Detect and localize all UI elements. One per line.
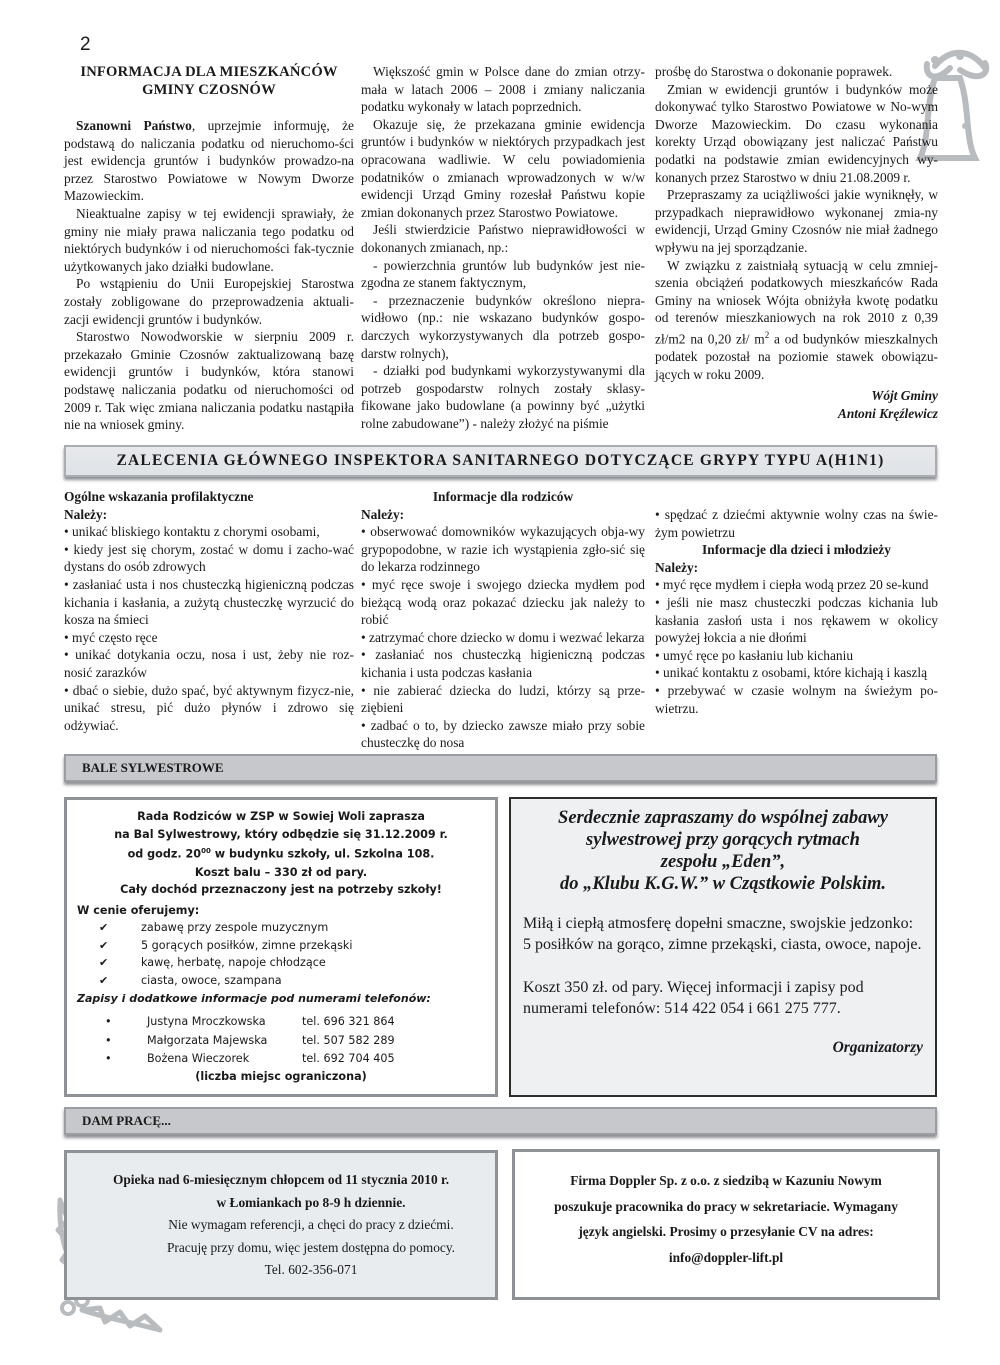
flu-parents-must: Należy: <box>361 506 405 522</box>
article-paragraph <box>64 117 354 205</box>
bale-right-body: Miłą i ciepłą atmosferę dopełni smaczne, swojskie jedzonko: 5 posiłków na gorąco, zimne przekąski, ciasta, owoce, napoje. <box>523 915 922 953</box>
bale-left-text: w budynku szkoły, ul. Szkolna 108. <box>210 847 435 861</box>
list-item: • unikać bliskiego kontaktu z chorymi osobami, <box>64 524 320 540</box>
list-item: • przebywać w czasie wolnym na świeżym po-wietrzu. <box>655 682 938 716</box>
flu-general-heading: Ogólne wskazania profilaktyczne <box>64 489 254 504</box>
flu-kids-must: Należy: <box>655 559 699 575</box>
contact-row <box>77 1013 485 1031</box>
flu-general-must: Należy: <box>64 506 108 522</box>
article-paragraph: prośbę do Starostwa o dokonanie poprawek. <box>655 64 893 79</box>
list-item: • jeśli nie masz chusteczki podczas kichania lub kasłania zasłoń usta i nos rękawem w okolicy powyżej łokcia a nie dłońmi <box>655 594 938 646</box>
check-icon: ✔ <box>99 921 109 935</box>
flu-parents-heading: Informacje dla rodziców <box>432 489 574 504</box>
list-item: • umyć ręce po kasłaniu lub kichaniu <box>655 647 854 663</box>
job-left-line: Pracuję przy domu, więc jestem dostępna do pomocy. <box>166 1239 456 1255</box>
job-left-line: Nie wymagam referencji, a chęci do pracy z dziećmi. <box>168 1217 454 1232</box>
bale-section-banner: BALE SYLWESTROWE <box>64 754 937 782</box>
article-paragraph: Nieaktualne zapisy w tej ewidencji sprawiały, że gminy nie miały prawa naliczania tego podatku od niektórych budynków i od nieruchomości fak-tycznie użytkowanych jako działki budowlane. <box>64 205 354 274</box>
job-left-line: w Łomiankach po 8-9 h dziennie. <box>216 1194 406 1210</box>
check-icon: ✔ <box>99 956 109 970</box>
article-column-1 <box>64 63 354 434</box>
bale-left-text: od godz. 20 <box>127 847 202 861</box>
signature-role: Wójt Gminy <box>871 388 938 404</box>
flu-kids-column <box>655 506 938 717</box>
article-text: a od budynków mieszkalnych podatek pozostał na poziomie stawek obowiązu-jących w roku 2009. <box>655 331 938 382</box>
bale-right-signature: Organizatorzy <box>832 1039 923 1056</box>
bullet-icon: • <box>105 1052 112 1066</box>
offer-item <box>77 919 485 937</box>
page-number: 2 <box>80 34 91 55</box>
contact-phone: tel. 507 582 289 <box>302 1033 395 1047</box>
article-paragraph: Starostwo Nowodworskie w sierpniu 2009 r. przekazało Gminie Czosnów zaktualizowaną bazę ewidencji gruntów i budynków, która stanowi podstawę naliczania podatku od nieruchomości od 2009 r. Tak więc zmiana naliczania podatku nastąpiła nie na wniosek gminy. <box>64 329 354 433</box>
contact-phone: tel. 692 704 405 <box>302 1052 395 1066</box>
bale-right-title: Serdecznie zapraszamy do wspólnej zabawy <box>558 808 888 828</box>
job-offer-right <box>512 1149 940 1300</box>
job-right-line: poszukuje pracownika do pracy w sekretariacie. Wymagany <box>554 1198 898 1214</box>
list-item: • zadbać o to, by dziecko zawsze miało przy sobie chusteczkę do nosa <box>361 717 645 751</box>
job-right-email: info@doppler-lift.pl <box>668 1249 784 1265</box>
offer-text: kawę, herbatę, napoje chłodzące <box>141 956 326 970</box>
check-icon: ✔ <box>99 938 109 952</box>
contact-name: Bożena Wieczorek <box>147 1052 250 1066</box>
article-paragraph: Większość gmin w Polsce dane do zmian otrzy-mała w latach 2006 – 2008 i zmiany naliczania podatku wykonały w latach poprzednich. <box>361 64 645 115</box>
offer-item <box>77 937 485 955</box>
jobs-section-banner: DAM PRACĘ... <box>64 1107 937 1135</box>
article-paragraph: Jeśli stwierdzicie Państwo nieprawidłowości w dokonanych zmianach, np.: <box>361 222 645 255</box>
flu-kids-heading: Informacje dla dzieci i młodzieży <box>702 542 891 558</box>
contact-phone: tel. 696 321 864 <box>302 1015 395 1029</box>
bale-right-title: do „Klubu K.G.W.” w Cząstkowie Polskim. <box>559 874 887 894</box>
bullet-icon: • <box>105 1033 112 1047</box>
bale-left-line: na Bal Sylwestrowy, który odbędzie się 31.12.2009 r. <box>114 827 448 841</box>
offer-text: zabawę przy zespole muzycznym <box>141 921 329 935</box>
flu-section-banner: ZALECENIA GŁÓWNEGO INSPEKTORA SANITARNEGO DOTYCZĄCE GRYPY TYPU A(H1N1) <box>64 445 937 477</box>
list-item: • myć ręce swoje i swojego dziecka mydłem pod bieżącą wodą oraz pokazać dziecku jak należy to robić <box>361 576 645 628</box>
article-text: W związku z zaistniałą sytuacją w celu zmniej-szenia obciążeń podatkowych mieszkańców Rada Gminy na wniosek Wójta obniżyła kwotę podatku od terenów mieszkaniowych na rok 2010 z 0,39 zł/m2 na 0,20 zł/ m <box>655 257 938 347</box>
contact-row <box>77 1050 485 1068</box>
bale-left-line: Cały dochód przeznaczony jest na potrzeby szkoły! <box>120 883 442 897</box>
job-offer-left <box>64 1150 498 1300</box>
offer-heading: W cenie oferujemy: <box>77 903 200 917</box>
list-item: • dbać o siebie, dużo spać, być aktywnym fizycz-nie, unikać stresu, pić dużo płynów i zdrowo się odżywiać. <box>64 682 354 733</box>
bale-left-ad <box>64 797 498 1097</box>
contact-heading: Zapisy i dodatkowe informacje pod numerami telefonów: <box>77 991 431 1005</box>
article-paragraph: Przepraszamy za uciążliwości jakie wyniknęły, w przypadkach nieprawidłowo wykonanej zmia-ny ewidencji, Urząd Gminy Czosnów nie miał żadnego wpływu na jej sporządzanie. <box>655 187 938 255</box>
bale-left-line: Rada Rodziców w ZSP w Sowiej Woli zaprasza <box>137 810 425 823</box>
bale-left-line: Koszt balu – 330 zł od pary. <box>194 865 368 879</box>
list-item: • nie zabierać dziecka do ludzi, którzy są prze-ziębieni <box>361 682 645 716</box>
article-paragraph: - powierzchnia gruntów lub budynków jest nie-zgodna ze stanem faktycznym, <box>361 257 645 291</box>
bale-right-title: zespołu „Eden”, <box>660 852 786 872</box>
bullet-icon: • <box>105 1015 112 1029</box>
article-paragraph: - przeznaczenie budynków określono niepra-widłowo (np.: nie wskazano budynków gospo-darczych wykorzystywanych dla potrzeb gospo-darstw rolnych), <box>361 292 645 361</box>
offer-item <box>77 954 485 972</box>
contact-name: Małgorzata Majewska <box>147 1033 268 1047</box>
article-title-line2: GMINY CZOSNÓW <box>142 82 276 98</box>
contact-name: Justyna Mroczkowska <box>147 1015 266 1029</box>
list-item: • myć często ręce <box>64 629 158 645</box>
signature-name: Antoni Kręźlewicz <box>837 405 938 421</box>
check-icon: ✔ <box>99 974 109 988</box>
seats-note: (liczba miejsc ograniczona) <box>195 1070 367 1084</box>
list-item: • unikać dotykania oczu, nosa i ust, żeby nie roz-nosić zarazków <box>64 647 354 680</box>
article-title <box>64 63 354 99</box>
list-item: • obserwować domowników wykazujących obja-wy grypopodobne, w razie ich wystąpienia zgło-sić się do lekarza rodzinnego <box>361 524 645 575</box>
job-right-line: język angielski. Prosimy o przesyłanie CV na adres: <box>578 1224 874 1239</box>
article-text: , uprzejmie informuję, że podstawą do naliczania podatku od nieruchomo-ści jest ewidencja gruntów i budynków prowadzo-na przez Starostwo Powiatowe w Nowym Dworze Mazowieckim. <box>64 118 354 204</box>
list-item: • spędzać z dziećmi aktywnie wolny czas na świe-żym powietrzu <box>655 507 938 540</box>
article-column-3 <box>655 63 938 422</box>
bale-right-body: Koszt 350 zł. od pary. Więcej informacji i zapisy pod numerami telefonów: 514 422 054 i 661 275 777. <box>523 979 864 1017</box>
offer-text: 5 gorących posiłków, zimne przekąski <box>141 938 353 952</box>
job-left-phone: Tel. 602-356-071 <box>264 1262 358 1277</box>
list-item: • zasłaniać usta i nos chusteczką higieniczną podczas kichania i kasłania, a zużytą chusteczkę wyrzucić do kosza na śmieci <box>64 576 354 628</box>
bale-right-ad <box>509 797 937 1097</box>
job-right-line: Firma Doppler Sp. z o.o. z siedzibą w Kazuniu Nowym <box>570 1173 882 1188</box>
article-paragraph: Zmian w ewidencji gruntów i budynków może dokonywać tylko Starostwo Powiatowe w No-wym Dworze Mazowieckim. Do czasu wykonania korekty Urząd obowiązany jest naliczać Państwu podatki na podstawie zmian ewidencyjnych wy-konanych przez Starostwo w dniu 21.08.2009 r. <box>655 81 938 185</box>
list-item: • myć ręce mydłem i ciepła wodą przez 20 se-kund <box>655 577 929 593</box>
contact-row <box>77 1032 485 1050</box>
article-title-line1: INFORMACJA DLA MIESZKAŃCÓW <box>80 64 338 80</box>
article-paragraph: Okazuje się, że przekazana gminie ewidencja gruntów i budynków w niektórych przypadkach jest opracowana wadliwie. W celu powiadomienia podatników o zmianach wprowadzonych w w/w ewidencji Urząd Gminy rozesłał Państwu kopie zmian dokonanych przez Starostwo Powiatowe. <box>361 116 645 220</box>
bale-left-line <box>77 843 485 863</box>
flu-general-column <box>64 488 354 734</box>
list-item: • unikać kontaktu z osobami, które kichają i kaszlą <box>655 665 928 681</box>
article-greeting: Szanowni Państwo <box>76 118 192 133</box>
list-item: • zasłaniać nos chusteczką higieniczną podczas kichania i usta podczas kasłania <box>361 647 645 680</box>
article-column-2 <box>361 63 645 432</box>
article-paragraph: - działki pod budynkami wykorzystywanymi dla potrzeb gospodarstw rolnych zostały sklasy-fikowane jako budowlane (a powinny być „użytki rolne zabudowane”) - należy złożyć na piśmie <box>361 363 645 431</box>
list-item: • kiedy jest się chorym, zostać w domu i zacho-wać dystans do osób zdrowych <box>64 541 354 575</box>
list-item: • zatrzymać chore dziecko w domu i wezwać lekarza <box>361 629 645 645</box>
job-left-line: Opieka nad 6-miesięcznym chłopcem od 11 stycznia 2010 r. <box>112 1172 450 1187</box>
bale-right-title: sylwestrowej przy gorących rytmach <box>586 830 860 850</box>
offer-text: ciasta, owoce, szampana <box>141 974 282 988</box>
article-paragraph <box>655 257 938 384</box>
offer-item <box>77 972 485 990</box>
flu-parents-column <box>361 488 645 752</box>
article-paragraph: Po wstąpieniu do Unii Europejskiej Starostwa zostały zobligowane do przeprowadzenia aktuali-zacji ewidencji gruntów i budynków. <box>64 276 354 327</box>
superscript: 00 <box>201 847 211 856</box>
superscript: 2 <box>764 329 770 340</box>
